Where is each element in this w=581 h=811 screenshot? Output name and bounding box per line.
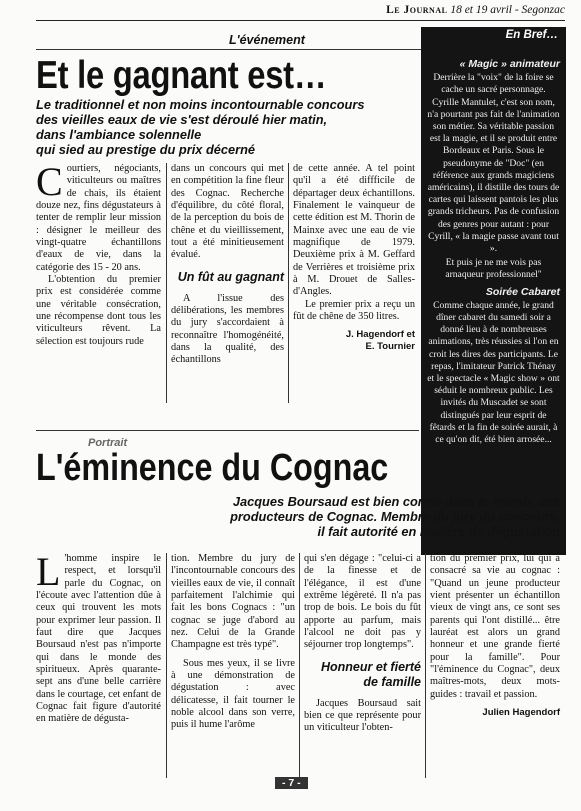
page-number: - 7 - (275, 777, 308, 789)
dek-line: Le traditionnel et non moins incontournable concours (36, 97, 365, 112)
dateline: 18 et 19 avril - Segonzac (450, 4, 565, 16)
byline (293, 329, 415, 353)
dek-line: producteurs de Cognac. Membre du jury du concours, (230, 509, 560, 524)
sidebar-body (427, 54, 560, 448)
section-label: L'événement (229, 33, 305, 47)
article-column-1 (36, 549, 161, 726)
byline-line: E. Tournier (365, 341, 415, 353)
paragraph: Le premier prix a reçu un fût de chêne de 350 litres. (293, 298, 415, 323)
column-rule (166, 163, 167, 403)
headline: L'éminence du Cognac (36, 447, 389, 489)
dek-line: qui sied au prestige du prix décerné (36, 142, 256, 157)
sidebar-paragraph: Comme chaque année, le grand dîner cabaret du samedi soir a donné lieu à de nombreuses animations, très réussies si l'on en croit les dires des participants. Le repas, l'imitateur Patrick Thénay et le spectacle « Magic show » ont séduit le nombreux public. Les invités du Muscadet se sont distingués par leur esprit de fêtards et la fin de soirée aurait, à ce qu'on dit, été bien arrosée... (427, 299, 560, 446)
article-dek (100, 494, 560, 539)
dek-line: Jacques Boursaud est bien connu dans le monde des (232, 494, 560, 509)
sidebar-title: En Bref… (505, 29, 558, 41)
paragraph: qui s'en dégage : "celui-ci a de la finesse et de l'élégance, il est d'une extrême légèreté. Il n'a pas trop de bois. Le bois du fût apporte au parfum, mais l'alcool ne doit pas y séjourner trop longtemps". (304, 553, 421, 651)
column-rule (299, 553, 300, 778)
journal-name: Le Journal (386, 4, 448, 16)
masthead (386, 4, 565, 16)
sidebar-subheading: « Magic » animateur (459, 58, 560, 70)
sidebar-paragraph: Et puis je ne me vois pas arnaqueur professionnel" (445, 257, 542, 281)
paragraph: dans un concours qui met en compétition la fine fleur des Cognac. Recherche d'équilibre, du côté floral, de la perception du bois de chêne et du vieillissement, tout a été minitieusement évalué. (171, 163, 284, 261)
article-column-3 (304, 553, 421, 735)
byline-line: J. Hagendorf et (345, 329, 415, 341)
article-column-4 (430, 553, 560, 719)
paragraph: ourtiers, négociants, viticulteurs ou maîtres de chais, ils étaient douze nez, fins dégustateurs à tenter de remplir leur mission : désigner le meilleur des vingt-quatre échantillons d'eaux de vie, dans la catégorie des 15 - 20 ans. (36, 163, 161, 273)
column-rule (166, 553, 167, 778)
paragraph: A l'issue des délibérations, les membres du jury s'accordaient à reconnaître l'homogénéité, dans la qualité, des échantillons (171, 292, 284, 366)
dek-line: dans l'ambiance solennelle (36, 127, 202, 142)
news-brief-sidebar (421, 27, 566, 555)
article-column-2 (171, 553, 295, 732)
article-dek (36, 97, 416, 157)
headline: Et le gagnant est… (36, 54, 327, 97)
section-rule (36, 49, 421, 50)
paragraph: L'obtention du premier prix est considérée comme une véritable consécration, une récompense dont tous les viticulteurs rêvent. La sélection est toujours rude (36, 274, 161, 347)
paragraph: 'homme inspire le respect, et lorsqu'il parle du Cognac, on l'écoute avec l'attention dûe à ceux qui trouvent les mots pour exprimer leur passion. Il faut dire que Jacques Boursaud n'est pas n'importe qui dans le monde des spiritueux. Après quarante-sept ans d'une belle carrière dans le courtage, cet enfant de Cognac fait figure d'autorité en matière de dégusta- (36, 553, 161, 725)
drop-cap: C (36, 159, 63, 204)
column-rule (288, 163, 289, 403)
article-divider (36, 430, 419, 431)
sidebar-subheading: Soirée Cabaret (485, 285, 560, 298)
article-column-1 (36, 159, 161, 348)
subheading (304, 660, 421, 690)
column-rule (425, 553, 426, 778)
top-rule (36, 20, 565, 21)
section-label: Portrait (88, 437, 128, 449)
subheading-line: de famille (363, 674, 421, 689)
article-column-2 (171, 163, 284, 367)
paragraph: de cette année. A tel point qu'il a été diffficile de départager deux échantillons. Finalement le vainqueur de cette édition est M. Thorin de Mainxe avec une eau de vie magnifique de 1979. Deuxième prix à M. Geffard de Verrières et troisième prix à M. Drouet de Salles-d'Angles. (293, 163, 415, 298)
article-column-3 (293, 163, 415, 353)
dek-line: des vieilles eaux de vie s'est déroulé hier matin, (36, 112, 328, 127)
paragraph: tion. Membre du jury de l'incontournable concours des vieilles eaux de vie, il connaît parfaitement l'alchimie qui fait les bons Cognacs : "un cognac se juge d'abord au nez. Celui de la Grande Champagne est très typé". (171, 553, 295, 651)
paragraph: Sous mes yeux, il se livre à une démonstration de dégustation : avec délicatesse, il fait tourner le noble alcool dans son verre, puis il hume l'arôme (171, 657, 295, 731)
subheading: Un fût au gagnant (177, 269, 284, 284)
drop-cap: L (36, 549, 61, 594)
dek-line: il fait autorité en matière de dégustation (317, 524, 560, 539)
paragraph: tion du premier prix, lui qui a consacré sa vie au cognac : "Quand un jeune producteur vient présenter un échantillon vieux de vingt ans, ce sont ses parents qui l'ont distillé... être lauréat est alors un grand honneur et une grande fierté pour la famille". Pour "l'éminence du Cognac", deux maîtres-mots, deux mots-guides : travail et passion. (430, 553, 560, 700)
paragraph: Jacques Boursaud sait bien ce que représente pour un viticulteur l'obten- (304, 697, 421, 734)
subheading-line: Honneur et fierté (320, 659, 421, 674)
byline: Julien Hagendorf (482, 707, 560, 719)
sidebar-paragraph: Derrière la "voix" de la foire se cache un sacré personnage. Cyrille Mantulet, c'est son nom, n'a pourtant pas fait de l'animation son métier. Sa véritable passion est la magie, et il se produit entre Bordeaux et Paris. Sous le pseudonyme de "Doc" (en référence aux grands magiciens américains), il distille des tours de cartes qui laissent pantois les plus grands tricheurs. Pas de confusion des genres pour autant : pour Cyrill, « la magie passe avant tout ». (427, 72, 560, 255)
